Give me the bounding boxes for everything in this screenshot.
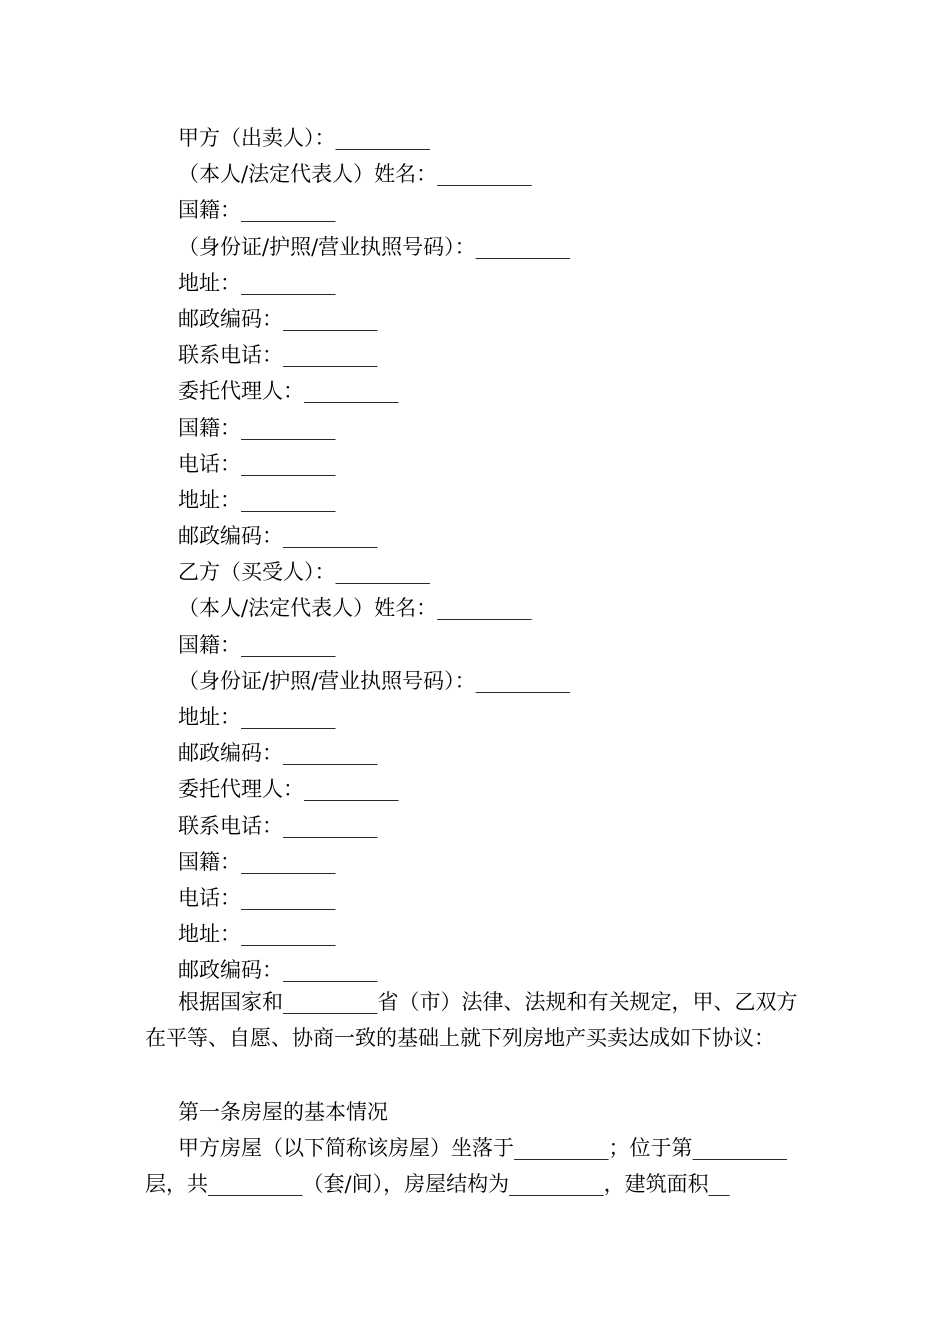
party-b-agent: 委托代理人：_________ [178, 777, 399, 802]
party-a-postcode: 邮政编码：_________ [178, 306, 378, 331]
party-b-agent-address: 地址：_________ [178, 922, 336, 947]
party-a-id-number: （身份证/护照/营业执照号码）：_________ [178, 234, 571, 259]
party-b-agent-nationality: 国籍：_________ [178, 849, 336, 874]
party-b-address: 地址：_________ [178, 705, 336, 729]
party-a-legal-rep: （本人/法定代表人）姓名：_________ [178, 162, 532, 187]
party-b-contact-phone: 联系电话：_________ [178, 813, 378, 838]
article-1-title: 第一条房屋的基本情况 [178, 1100, 388, 1124]
party-a-agent: 委托代理人：_________ [178, 379, 399, 404]
party-a-header: 甲方（出卖人）：_________ [178, 126, 430, 150]
party-a-agent-nationality: 国籍：_________ [178, 415, 336, 440]
party-a-nationality: 国籍：_________ [178, 198, 336, 223]
preamble-paragraph: 根据国家和_________省（市）法律、法规和有关规定，甲、乙双方在平等、自愿、协商一致的基础上就下列房地产买卖达成如下协议： [145, 990, 798, 1050]
article-1-paragraph: 甲方房屋（以下简称该房屋）坐落于_________；位于第_________层，共_________（套/间），房屋结构为_________，建筑面积__ [145, 1136, 787, 1196]
party-b-id-number: （身份证/护照/营业执照号码）：_________ [178, 668, 571, 693]
party-b-postcode: 邮政编码：_________ [178, 741, 378, 766]
party-a-agent-address: 地址：_________ [178, 487, 336, 512]
party-a-agent-postcode: 邮政编码：_________ [178, 524, 378, 549]
party-b-legal-rep: （本人/法定代表人）姓名：_________ [178, 596, 532, 621]
party-a-contact-phone: 联系电话：_________ [178, 343, 378, 368]
party-b-header: 乙方（买受人）：_________ [178, 560, 430, 585]
party-a-agent-phone: 电话：_________ [178, 451, 336, 476]
party-info-list [0, 120, 950, 989]
party-a-address: 地址：_________ [178, 270, 336, 295]
party-b-nationality: 国籍：_________ [178, 632, 336, 657]
party-b-agent-phone: 电话：_________ [178, 885, 336, 910]
party-b-agent-postcode: 邮政编码：_________ [178, 958, 378, 983]
